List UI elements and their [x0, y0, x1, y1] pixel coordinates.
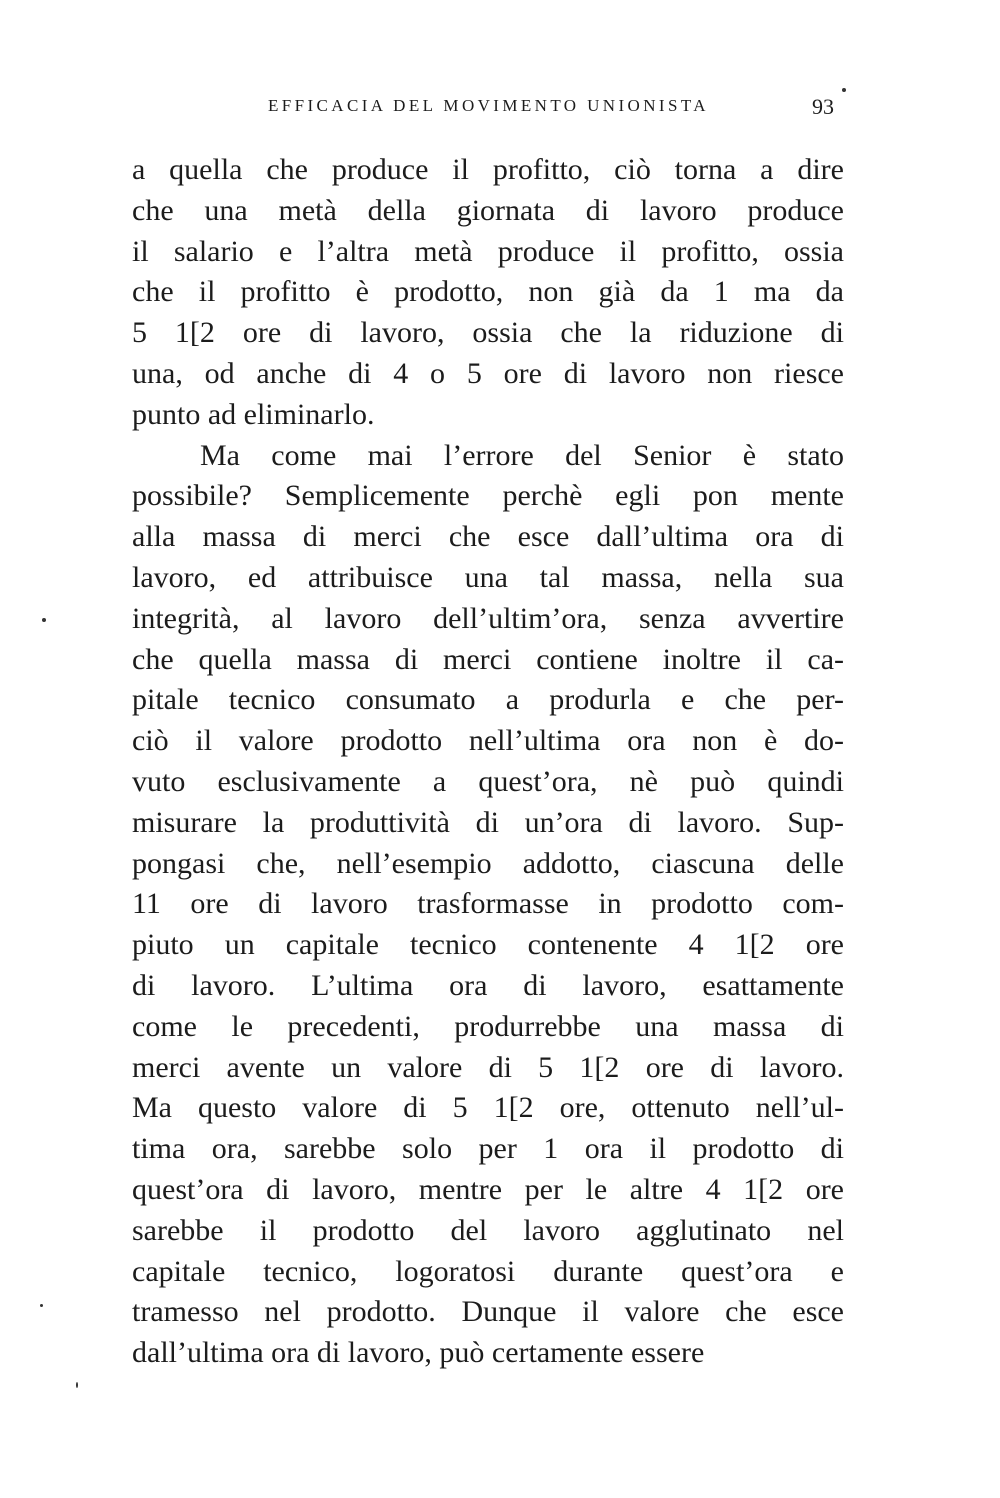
text-line: piuto un capitale tecnico contenente 4 1[2 ore [132, 928, 844, 962]
text-line: che quella massa di merci contiene inoltre il ca- [132, 642, 844, 676]
text-line: pongasi che, nell’esempio addotto, ciascuna delle [132, 846, 844, 880]
text-line: una, od anche di 4 o 5 ore di lavoro non riesce [132, 356, 844, 390]
body-text [132, 150, 844, 1374]
text-line: alla massa di merci che esce dall’ultima ora di [132, 520, 844, 554]
text-line: lavoro, ed attribuisce una tal massa, nella sua [132, 560, 844, 594]
running-head [0, 96, 1000, 126]
text-line: che una metà della giornata di lavoro produce [132, 193, 844, 227]
text-line: 5 1[2 ore di lavoro, ossia che la riduzione di [132, 316, 844, 350]
text-line: Ma questo valore di 5 1[2 ore, ottenuto nell’ul- [132, 1091, 844, 1125]
text-line: come le precedenti, produrrebbe una massa di [132, 1009, 844, 1043]
text-line: possibile? Semplicemente perchè egli pon mente [132, 479, 844, 513]
speck [42, 618, 46, 622]
text-line: quest’ora di lavoro, mentre per le altre 4 1[2 ore [132, 1172, 844, 1206]
text-line: ciò il valore prodotto nell’ultima ora non è do- [132, 724, 844, 758]
text-line: dall’ultima ora di lavoro, può certamente essere [132, 1336, 705, 1370]
text-line: pitale tecnico consumato a produrla e che per- [132, 683, 844, 717]
text-line: misurare la produttività di un’ora di lavoro. Sup- [132, 805, 844, 839]
text-line: di lavoro. L’ultima ora di lavoro, esattamente [132, 968, 844, 1002]
text-line: vuto esclusivamente a quest’ora, nè può quindi [132, 764, 844, 798]
text-line: tramesso nel prodotto. Dunque il valore che esce [132, 1295, 844, 1329]
text-line: merci avente un valore di 5 1[2 ore di lavoro. [132, 1050, 844, 1084]
text-line: sarebbe il prodotto del lavoro agglutinato nel [132, 1213, 844, 1247]
speck [76, 1382, 78, 1388]
text-line: che il profitto è prodotto, non già da 1 ma da [132, 275, 844, 309]
text-line: punto ad eliminarlo. [132, 397, 375, 431]
speck [40, 1304, 43, 1307]
text-line: capitale tecnico, logoratosi durante quest’ora e [132, 1254, 844, 1288]
text-line: il salario e l’altra metà produce il profitto, ossia [132, 234, 844, 268]
text-line: Ma come mai l’errore del Senior è stato [200, 438, 844, 472]
text-line: a quella che produce il profitto, ciò torna a dire [132, 153, 844, 186]
text-line: integrità, al lavoro dell’ultim’ora, senza avvertire [132, 601, 844, 635]
page-number: 93 [812, 94, 834, 119]
running-title: EFFICACIA DEL MOVIMENTO UNIONISTA [268, 96, 709, 115]
speck [842, 88, 846, 92]
text-line: tima ora, sarebbe solo per 1 ora il prodotto di [132, 1132, 844, 1166]
text-line: 11 ore di lavoro trasformasse in prodotto com- [132, 887, 844, 921]
